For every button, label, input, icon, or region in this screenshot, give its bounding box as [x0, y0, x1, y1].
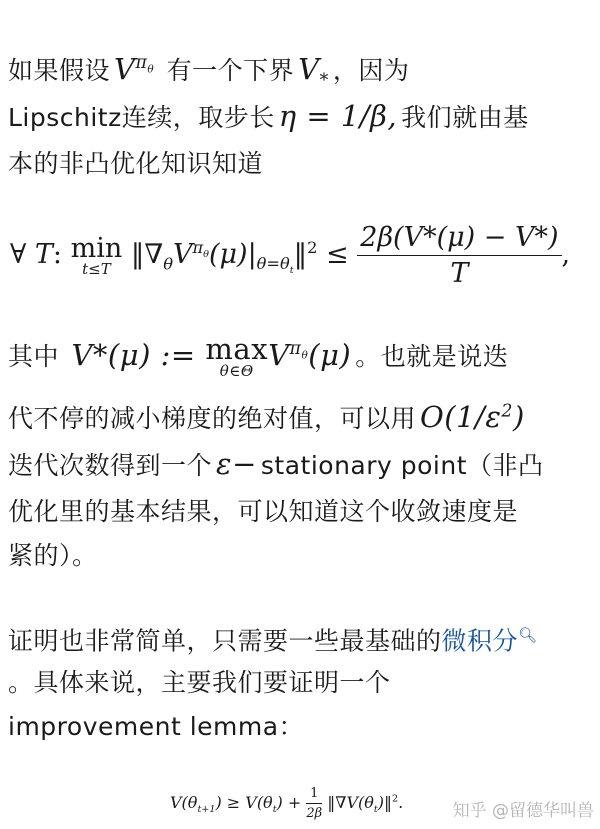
- text-segment: 本的非凸优化知识知道: [8, 149, 264, 178]
- para2-line4: [8, 488, 518, 535]
- text-segment: 证明也非常简单，只需要一些最基础的: [8, 626, 442, 656]
- text-segment: 迭代次数得到一个: [8, 451, 213, 480]
- math-V-star: $V_*$: [298, 52, 329, 91]
- math-big-O: $O(1/\varepsilon^2)$: [420, 400, 525, 434]
- text-segment: 其中: [8, 342, 60, 371]
- para2-line2: [8, 394, 529, 442]
- forall-symbol: ∀: [10, 239, 27, 270]
- text-segment: 代不停的减小梯度的绝对值，可以用: [8, 404, 417, 433]
- para1-line3: [8, 140, 263, 187]
- text-segment: 紧的）。: [8, 541, 98, 570]
- text-segment: ，因为: [332, 56, 410, 85]
- math-V-pi-theta: $V^{\pi_\theta}$: [114, 52, 155, 86]
- para3-line2: [8, 659, 391, 706]
- zhihu-watermark: 知乎 @留德华叫兽: [452, 801, 594, 821]
- math-V-star-def: V*(μ) := max θ∈Θ $V^{\pi_\theta}(\mu)$: [71, 332, 352, 380]
- text-segment: 有一个下界: [166, 56, 295, 85]
- search-icon[interactable]: 🔍︎: [518, 626, 538, 644]
- lemma-fraction: $\frac{1}{2\beta}$: [306, 786, 323, 821]
- calculus-link[interactable]: 微积分: [441, 626, 519, 656]
- math-T: T: [34, 239, 53, 270]
- text-segment: Lipschitz连续，取步长: [8, 103, 275, 132]
- gradient-norm: ‖∇: [130, 239, 164, 270]
- para2-line5: [8, 532, 98, 579]
- max-operator: max θ∈Θ: [205, 332, 269, 380]
- para3-line3: [8, 703, 304, 750]
- text-segment: 。也就是说迭: [355, 342, 509, 371]
- improvement-lemma-equation: $V(\theta_{t+1}) \ge V(\theta_t)$ + $\frac{1}{2\beta}$ $‖\nabla V(\theta_t)‖^2$.: [170, 786, 404, 821]
- para2-line3: [8, 441, 544, 489]
- text-segment: improvement lemma：: [8, 712, 305, 741]
- display-equation: ∀ T: min t≤T $‖\nabla_\theta V^{\pi_\theta}(\mu)|_{\theta=\theta_t}‖^2$ ≤ $\frac{2\beta(V*(\mu) - V*)}{T}$ ,: [10, 222, 571, 289]
- para1-line1: [8, 46, 409, 94]
- para2-line1: [8, 332, 508, 380]
- min-operator: min t≤T: [70, 232, 123, 278]
- bound-fraction: $\frac{2\beta(V*(\mu) - V*)}{T}$: [357, 222, 561, 289]
- text-segment: stationary point（非凸: [260, 451, 544, 480]
- text-segment: 我们就由基: [401, 103, 529, 132]
- para3-line1: [8, 612, 538, 664]
- text-segment: 优化里的基本结果，可以知道这个收敛速度是: [8, 497, 519, 526]
- text-segment: 如果假设: [8, 56, 111, 85]
- leq-symbol: ≤: [326, 239, 349, 270]
- math-epsilon: ε−: [216, 447, 257, 481]
- text-segment: 。具体来说，主要我们要证明一个: [8, 668, 391, 697]
- para1-line2: [8, 93, 529, 141]
- math-eta: η = 1/β,: [278, 99, 398, 133]
